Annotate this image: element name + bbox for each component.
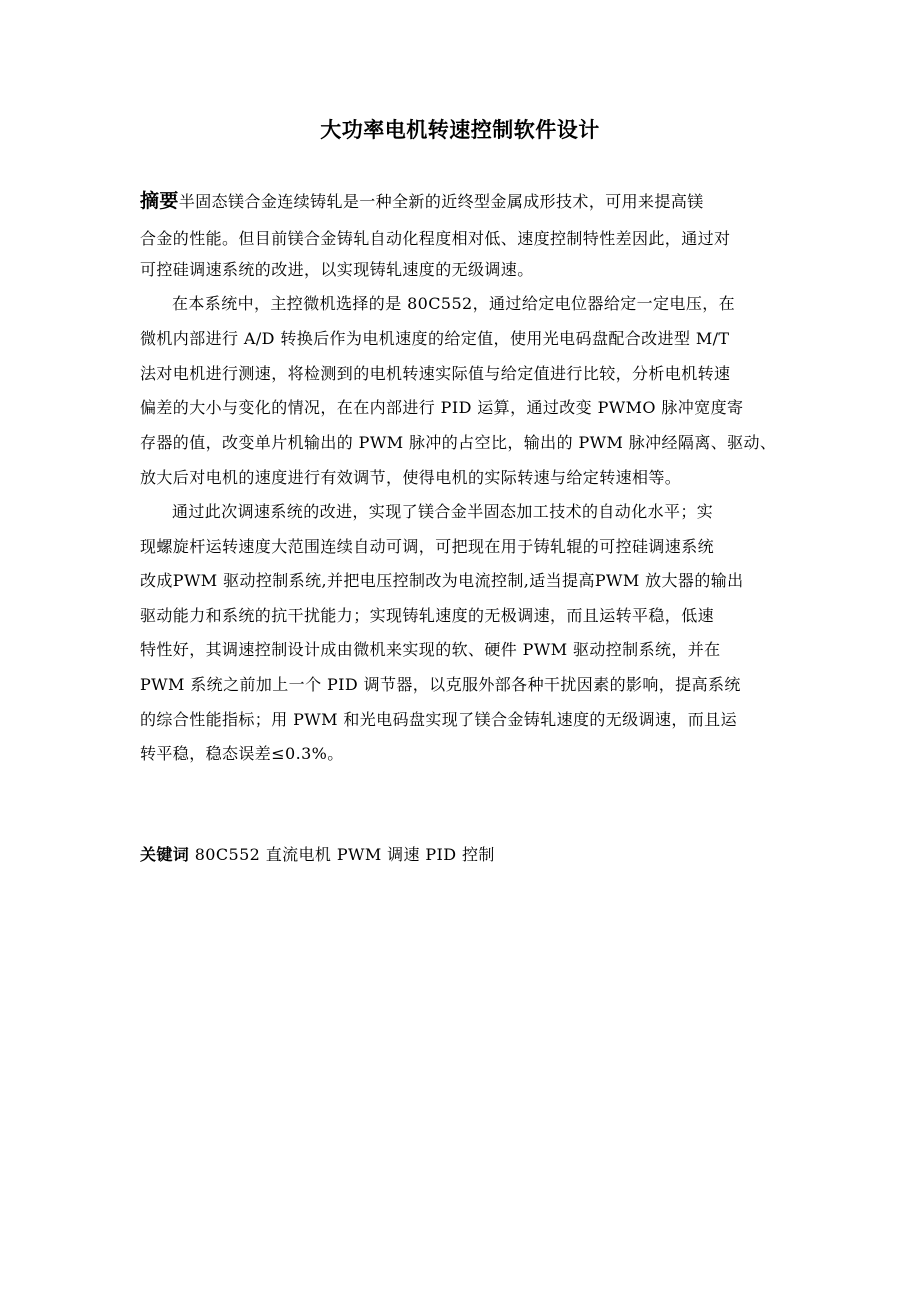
paragraph-2-line-1: 在本系统中，主控微机选择的是 80C552，通过给定电位器给定一定电压，在 (172, 294, 736, 313)
abstract-text: 半固态镁合金连续铸轧是一种全新的近终型金属成形技术，可用来提高镁 (178, 192, 704, 211)
paragraph-3-line-8: 转平稳，稳态误差≤0.3%。 (140, 744, 344, 763)
abstract-line-1 (140, 190, 704, 213)
paragraph-2-line-4: 偏差的大小与变化的情况，在在内部进行 PID 运算，通过改变 PWMO 脉冲宽度寄 (140, 398, 744, 417)
paragraph-2-line-6: 放大后对电机的速度进行有效调节，使得电机的实际转速与给定转速相等。 (140, 468, 682, 487)
paragraph-3-line-6: PWM 系统之前加上一个 PID 调节器，以克服外部各种干扰因素的影响，提高系统 (140, 675, 741, 694)
document-title: 大功率电机转速控制软件设计 (320, 118, 600, 142)
keywords-line (140, 844, 495, 866)
abstract-line-3: 可控硅调速系统的改进，以实现铸轧速度的无级调速。 (140, 260, 534, 279)
paragraph-3-line-7: 的综合性能指标；用 PWM 和光电码盘实现了镁合金铸轧速度的无级调速，而且运 (140, 710, 737, 729)
keywords-label: 关键词 (140, 845, 190, 864)
keywords-value: 80C552 直流电机 PWM 调速 PID 控制 (194, 845, 495, 864)
paragraph-3-line-5: 特性好，其调速控制设计成由微机来实现的软、硬件 PWM 驱动控制系统，并在 (140, 640, 721, 659)
paragraph-2-line-5: 存器的值，改变单片机输出的 PWM 脉冲的占空比，输出的 PWM 脉冲经隔离、驱动、 (140, 433, 777, 452)
paragraph-3-line-4: 驱动能力和系统的抗干扰能力；实现铸轧速度的无极调速，而且运转平稳，低速 (140, 606, 715, 625)
abstract-line-2: 合金的性能。但目前镁合金铸轧自动化程度相对低、速度控制特性差因此，通过对 (140, 229, 731, 248)
abstract-label: 摘要 (140, 190, 179, 212)
paragraph-3-line-3: 改成PWM 驱动控制系统,并把电压控制改为电流控制,适当提高PWM 放大器的输出 (140, 571, 744, 590)
paragraph-2-line-2: 微机内部进行 A/D 转换后作为电机速度的给定值，使用光电码盘配合改进型 M/T (140, 329, 730, 348)
paragraph-3-line-1: 通过此次调速系统的改进，实现了镁合金半固态加工技术的自动化水平；实 (172, 502, 714, 521)
paragraph-2-line-3: 法对电机进行测速，将检测到的电机转速实际值与给定值进行比较，分析电机转速 (140, 364, 731, 383)
paragraph-3-line-2: 现螺旋杆运转速度大范围连续自动可调，可把现在用于铸轧辊的可控硅调速系统 (140, 537, 715, 556)
